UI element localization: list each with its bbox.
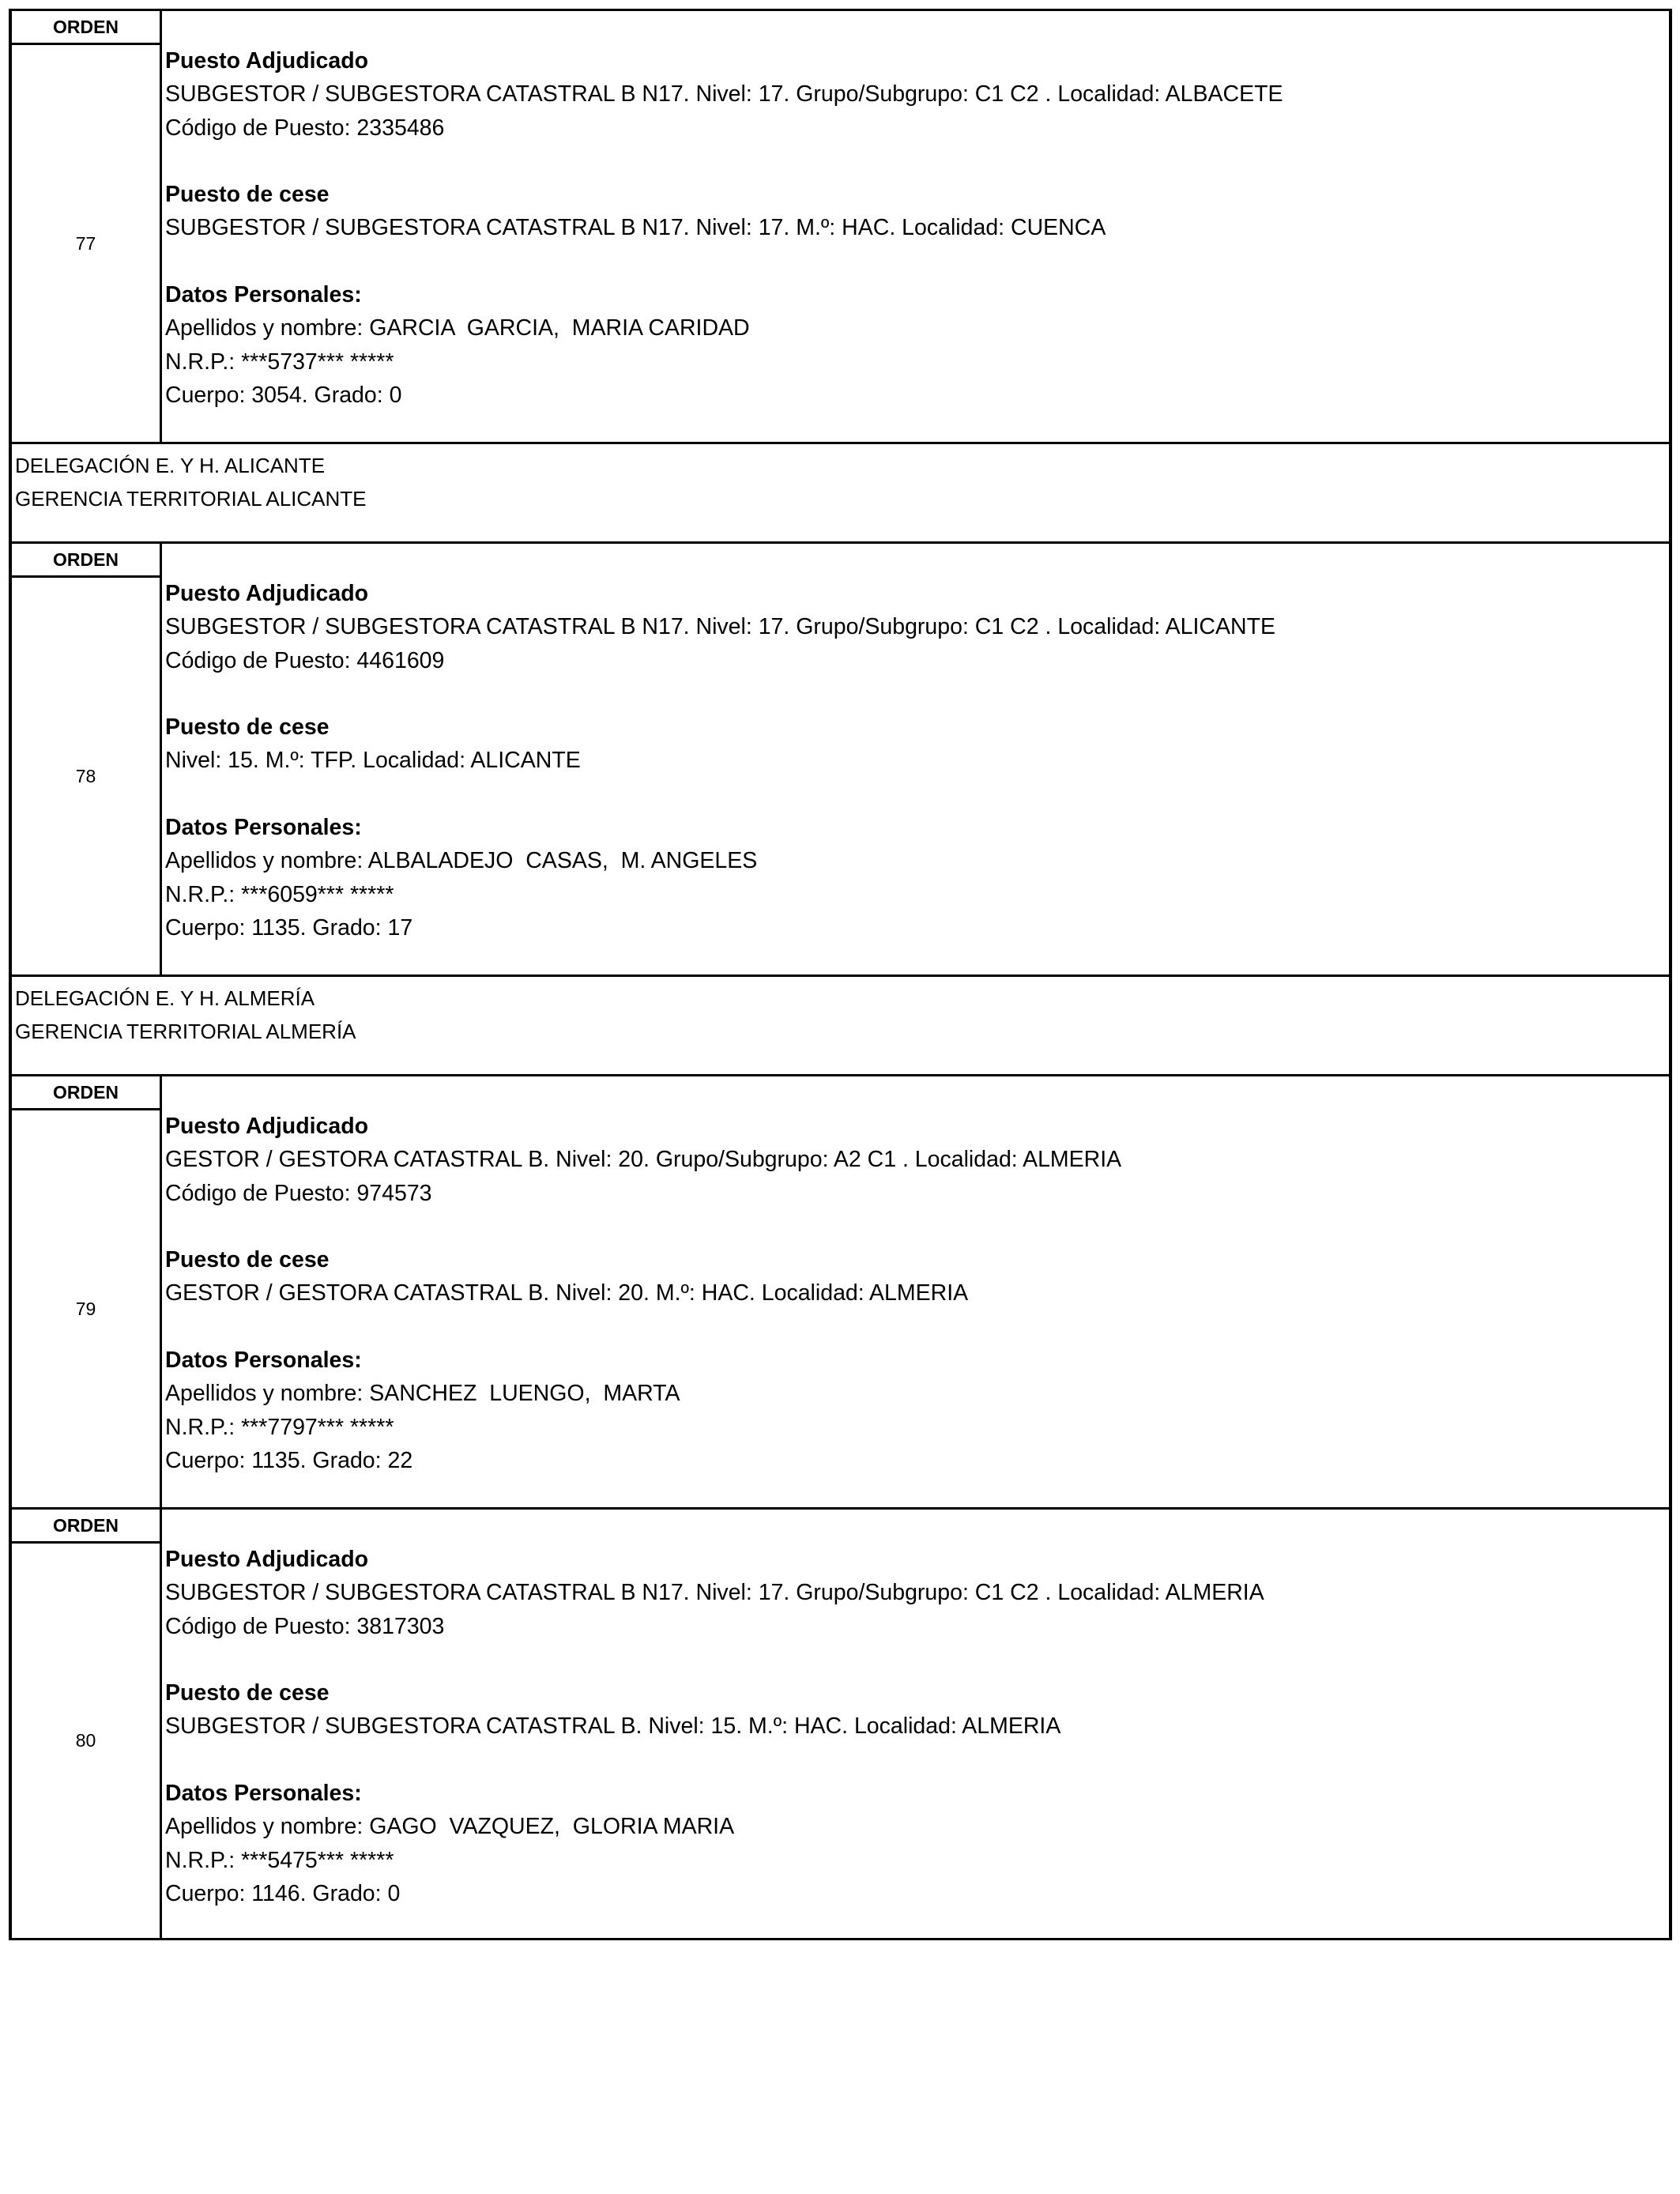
- orden-header: ORDEN: [12, 1076, 160, 1110]
- puesto-cese-heading: Puesto de cese: [165, 714, 330, 741]
- datos-personales-heading: Datos Personales:: [165, 1348, 362, 1374]
- entry-content: [162, 1510, 1669, 1938]
- nrp: N.R.P.: ***6059*** *****: [165, 881, 394, 907]
- entry-row: [9, 541, 1672, 974]
- gerencia-label: GERENCIA TERRITORIAL ALICANTE: [15, 487, 367, 511]
- puesto-adjudicado-text: SUBGESTOR / SUBGESTORA CATASTRAL B N17. Nivel: 17. Grupo/Subgrupo: C1 C2 . Localidad: ALBACETE: [165, 81, 1283, 107]
- puesto-adjudicado-heading: Puesto Adjudicado: [165, 1114, 369, 1139]
- puesto-adjudicado-text: GESTOR / GESTORA CATASTRAL B. Nivel: 20. Grupo/Subgrupo: A2 C1 . Localidad: ALMERIA: [165, 1147, 1122, 1173]
- cuerpo-grado: Cuerpo: 1135. Grado: 22: [165, 1447, 413, 1473]
- datos-personales-heading: Datos Personales:: [165, 1781, 362, 1807]
- codigo-puesto: Código de Puesto: 3817303: [165, 1613, 445, 1639]
- apellidos-nombre: Apellidos y nombre: GARCIA GARCIA, MARIA CARIDAD: [165, 315, 750, 341]
- orden-number: 80: [75, 1730, 96, 1751]
- section-header: [9, 442, 1672, 541]
- orden-column: [12, 1510, 162, 1938]
- puesto-adjudicado-heading: Puesto Adjudicado: [165, 1547, 369, 1572]
- apellidos-nombre: Apellidos y nombre: GAGO VAZQUEZ, GLORIA MARIA: [165, 1814, 735, 1840]
- orden-number: 78: [75, 765, 96, 786]
- delegacion-label: DELEGACIÓN E. Y H. ALICANTE: [15, 454, 326, 477]
- puesto-adjudicado-heading: Puesto Adjudicado: [165, 48, 369, 74]
- nrp: N.R.P.: ***5475*** *****: [165, 1847, 394, 1873]
- section-header: [9, 974, 1672, 1074]
- datos-personales-heading: Datos Personales:: [165, 282, 362, 308]
- puesto-cese-text: SUBGESTOR / SUBGESTORA CATASTRAL B. Nivel: 15. M.º: HAC. Localidad: ALMERIA: [165, 1713, 1061, 1740]
- entry-row: [9, 1074, 1672, 1507]
- puesto-cese-heading: Puesto de cese: [165, 1680, 330, 1706]
- nrp: N.R.P.: ***5737*** *****: [165, 349, 394, 375]
- puesto-adjudicado-text: SUBGESTOR / SUBGESTORA CATASTRAL B N17. Nivel: 17. Grupo/Subgrupo: C1 C2 . Localidad: ALICANTE: [165, 614, 1275, 640]
- entry-content: [162, 11, 1669, 442]
- datos-personales-heading: Datos Personales:: [165, 815, 362, 841]
- document-table: [9, 9, 1672, 1940]
- entry-content: [162, 544, 1669, 974]
- orden-header: ORDEN: [12, 544, 160, 578]
- orden-header: ORDEN: [12, 1510, 160, 1544]
- puesto-cese-heading: Puesto de cese: [165, 1247, 330, 1273]
- puesto-adjudicado-heading: Puesto Adjudicado: [165, 581, 369, 606]
- cuerpo-grado: Cuerpo: 1146. Grado: 0: [165, 1880, 401, 1906]
- nrp: N.R.P.: ***7797*** *****: [165, 1414, 394, 1440]
- orden-number: 77: [75, 232, 96, 254]
- entry-row: [9, 9, 1672, 442]
- puesto-cese-text: SUBGESTOR / SUBGESTORA CATASTRAL B N17. Nivel: 17. M.º: HAC. Localidad: CUENCA: [165, 215, 1106, 241]
- apellidos-nombre: Apellidos y nombre: SANCHEZ LUENGO, MARTA: [165, 1381, 680, 1407]
- orden-column: [12, 1076, 162, 1507]
- delegacion-label: DELEGACIÓN E. Y H. ALMERÍA: [15, 986, 315, 1010]
- entry-row: [9, 1507, 1672, 1940]
- puesto-cese-text: Nivel: 15. M.º: TFP. Localidad: ALICANTE: [165, 748, 581, 774]
- puesto-cese-text: GESTOR / GESTORA CATASTRAL B. Nivel: 20. M.º: HAC. Localidad: ALMERIA: [165, 1280, 969, 1306]
- orden-header: ORDEN: [12, 11, 160, 45]
- orden-number: 79: [75, 1298, 96, 1319]
- orden-column: [12, 11, 162, 442]
- apellidos-nombre: Apellidos y nombre: ALBALADEJO CASAS, M. ANGELES: [165, 848, 758, 874]
- codigo-puesto: Código de Puesto: 2335486: [165, 115, 445, 141]
- puesto-cese-heading: Puesto de cese: [165, 182, 330, 208]
- cuerpo-grado: Cuerpo: 1135. Grado: 17: [165, 914, 413, 941]
- puesto-adjudicado-text: SUBGESTOR / SUBGESTORA CATASTRAL B N17. Nivel: 17. Grupo/Subgrupo: C1 C2 . Localidad: ALMERIA: [165, 1580, 1264, 1606]
- codigo-puesto: Código de Puesto: 4461609: [165, 647, 445, 673]
- gerencia-label: GERENCIA TERRITORIAL ALMERÍA: [15, 1020, 356, 1044]
- entry-content: [162, 1076, 1669, 1507]
- orden-column: [12, 544, 162, 974]
- codigo-puesto: Código de Puesto: 974573: [165, 1180, 432, 1206]
- cuerpo-grado: Cuerpo: 3054. Grado: 0: [165, 382, 402, 408]
